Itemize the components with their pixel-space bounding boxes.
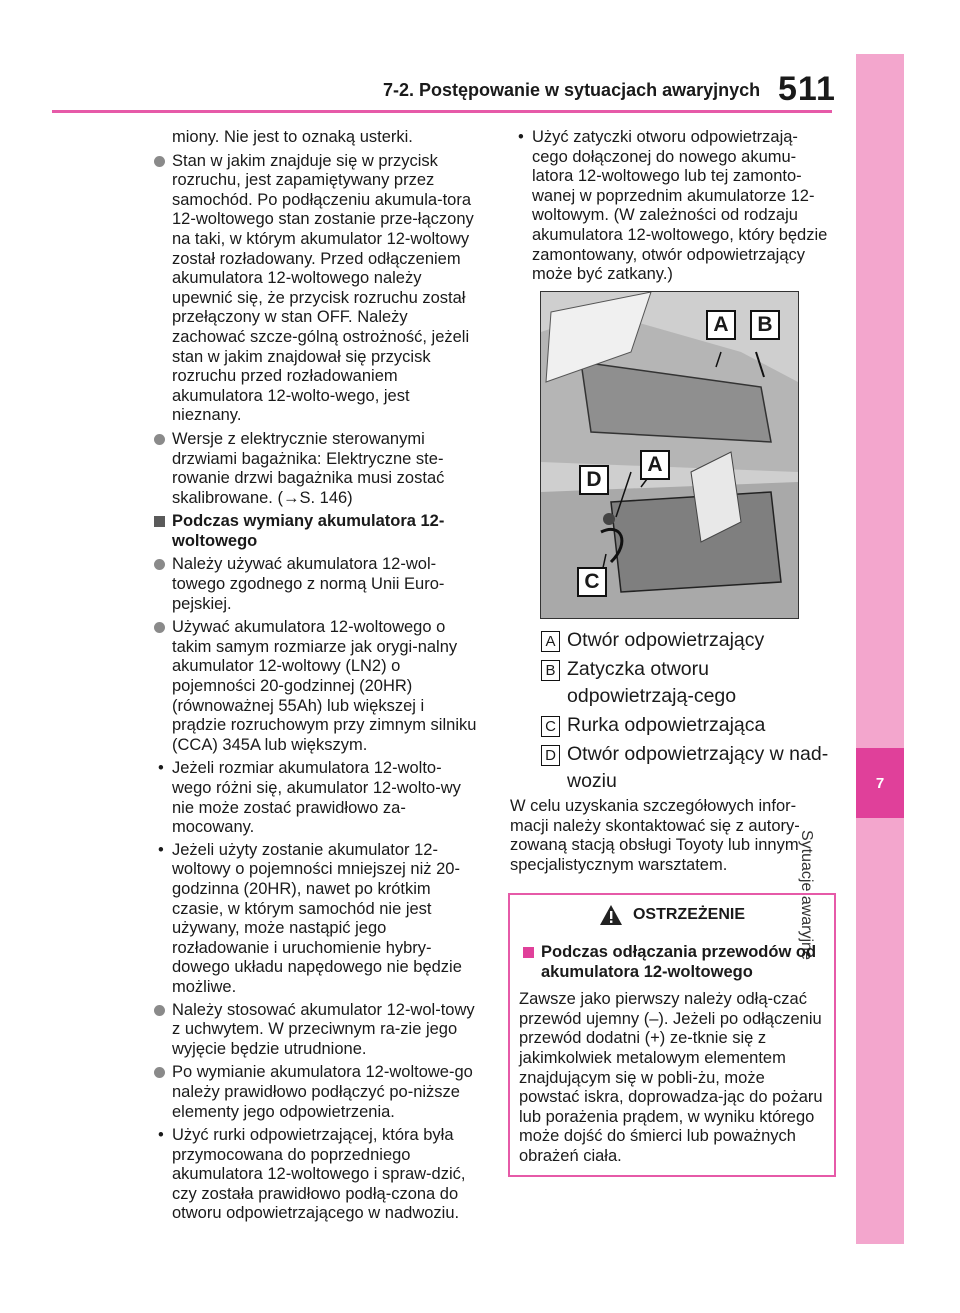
legend-text: Zatyczka otworu odpowietrzają-cego [567, 658, 737, 707]
bullet-dot: • [518, 128, 524, 146]
chapter-label-text: Sytuacje awaryjne [798, 830, 816, 960]
list-item-text: Po wymianie akumulatora 12-woltowe-go należy prawidłowo podłączyć po-niższe elementy jego odpowietrzenia. [172, 1063, 473, 1121]
circle-bullet-icon [154, 434, 165, 445]
figure-label-b: B [750, 310, 780, 340]
battery-vent-figure [540, 291, 799, 619]
list-item-text: Jeżeli rozmiar akumulatora 12-wolto-wego różni się, akumulator 12-wolto-wy nie może zostać prawidłowo za-mocowany. [172, 759, 461, 837]
list-item [150, 1001, 480, 1060]
warning-title: OSTRZEŻENIE [632, 906, 745, 923]
list-item [150, 555, 480, 614]
bullet-dot: • [158, 1126, 164, 1145]
list-item [150, 430, 480, 508]
legend-key: B [541, 660, 560, 681]
legend-item-c [541, 712, 831, 739]
legend-item-d [541, 741, 831, 795]
list-item [150, 841, 480, 998]
circle-bullet-icon [154, 1067, 165, 1078]
circle-bullet-icon [154, 156, 165, 167]
list-item [150, 618, 480, 755]
legend-key: D [541, 745, 560, 766]
list-item [150, 759, 480, 837]
square-bullet-icon [154, 516, 165, 527]
left-column [150, 128, 480, 1227]
legend-text: Otwór odpowietrzający w nad-woziu [567, 743, 829, 792]
legend-item-a [541, 627, 831, 654]
chapter-side-tab [856, 54, 904, 1244]
legend-key: A [541, 631, 560, 652]
list-item-text: Należy używać akumulatora 12-wol-towego zgodnego z normą Unii Euro-pejskiej. [172, 555, 445, 613]
list-item-text: Użyć zatyczki otworu odpowietrzają-cego dołączonej do nowego akumu-latora 12-woltowego lub tej zamonto-wanej w poprzednim akumulatorze 12-woltowym. (W zależności od rodzaju akumulatora 12-woltowego, który będzie zamontowany, otwór odpowietrzający może być zatkany.) [532, 128, 828, 284]
list-item-text: Stan w jakim znajduje się w przycisk rozruchu, jest zapamiętywany przez samochód. Po podłączeniu akumula-tora 12-woltowego stan zostanie prze-łączony na taki, w którym akumulator 12-woltowy został rozładowany. Przed odłączeniem akumulatora 12-woltowego należy upewnić się, że przycisk rozruchu został przełączony w stan OFF. Należy zachować szcze-gólną ostrożność, jeżeli stan w jakim znajdował się przycisk rozruchu przed rozładowaniem akumulatora 12-wolto-wego, jest nieznany. [172, 151, 474, 425]
figure-label-d: D [579, 465, 609, 495]
list-item [150, 152, 480, 426]
list-item-text: Używać akumulatora 12-woltowego o takim samym rozmiarze jak orygi-nalny akumulator 12-woltowy (LN2) o pojemności 20-godzinnej (20HR) (równoważnej 55Ah) lub większej i prądzie rozruchowym przy zimnym silniku (CCA) 345A lub większym. [172, 618, 477, 754]
warning-body-text: Zawsze jako pierwszy należy odłą-czać przewód ujemny (–). Jeżeli po odłączeniu przewód dodatni (+) ze-tknie się z jakimkolwiek metalowym elementem znajdującym się w pobli-żu, może powstać iskra, doprowadza-jąc do pożaru lub porażenia prądem, w wyniku którego może dojść do śmierci lub poważnych obrażeń ciała. [519, 990, 823, 1165]
chapter-number-box: 7 [856, 748, 904, 818]
circle-bullet-icon [154, 559, 165, 570]
figure-label-c: C [577, 567, 607, 597]
list-item-text: Wersje z elektrycznie sterowanymi drzwiami bagażnika: Elektryczne ste-rowanie drzwi bagażnika musi zostać skalibrowane. (→S. 146) [172, 429, 445, 507]
bullet-dot: • [158, 759, 164, 778]
intro-continuation: miony. Nie jest to oznaką usterki. [172, 128, 413, 146]
contact-note: W celu uzyskania szczegółowych infor-macji należy skontaktować się z autory-zowaną stacją obsługi Toyoty lub innym specjalistycznym warsztatem. [510, 797, 800, 874]
list-item-text: Jeżeli użyty zostanie akumulator 12-woltowy o pojemności mniejszej niż 20-godzinna (20HR), nawet po krótkim czasie, w którym samochód nie jest używany, może nastąpić jego rozładowanie i uruchomienie hybry-dowego układu napędowego nie będzie możliwe. [172, 840, 462, 996]
list-item-text: Podczas wymiany akumulatora 12-woltowego [172, 512, 445, 550]
warning-subheading-text: Podczas odłączania przewodów od akumulatora 12-woltowego [541, 943, 817, 981]
warning-content [519, 943, 825, 1167]
bullet-dot: • [158, 840, 164, 859]
chapter-label [798, 830, 904, 1000]
right-column [510, 128, 830, 288]
list-item [150, 1063, 480, 1122]
legend-text: Rurka odpowietrzająca [567, 714, 766, 736]
warning-box [508, 893, 836, 1177]
subsection-heading [150, 512, 480, 551]
section-title: 7-2. Postępowanie w sytuacjach awaryjnych [383, 80, 761, 100]
legend-key: C [541, 716, 560, 737]
circle-bullet-icon [154, 622, 165, 633]
list-item [150, 1126, 480, 1224]
figure-label-a-bottom: A [640, 450, 670, 480]
square-bullet-icon [523, 947, 534, 958]
page-number: 511 [778, 70, 836, 108]
list-item-text: Należy stosować akumulator 12-wol-towy z uchwytem. W przeciwnym ra-zie jego wyjęcie będzie utrudnione. [172, 1000, 475, 1058]
legend-item-b [541, 656, 831, 710]
left-items-list [150, 152, 480, 1224]
list-item-text: Użyć rurki odpowietrzającej, która była przymocowana do poprzedniego akumulatora 12-woltowego i spraw-dzić, czy została prawidłowo podłą-czona do otworu odpowietrzającego w nadwoziu. [172, 1126, 466, 1223]
list-item [510, 128, 830, 285]
warning-header [510, 895, 834, 935]
header-rule [52, 110, 832, 113]
warning-subheading [519, 943, 825, 982]
legend-text: Otwór odpowietrzający [567, 629, 765, 651]
circle-bullet-icon [154, 1005, 165, 1016]
figure-label-a-top: A [706, 310, 736, 340]
warning-triangle-icon [599, 904, 623, 926]
